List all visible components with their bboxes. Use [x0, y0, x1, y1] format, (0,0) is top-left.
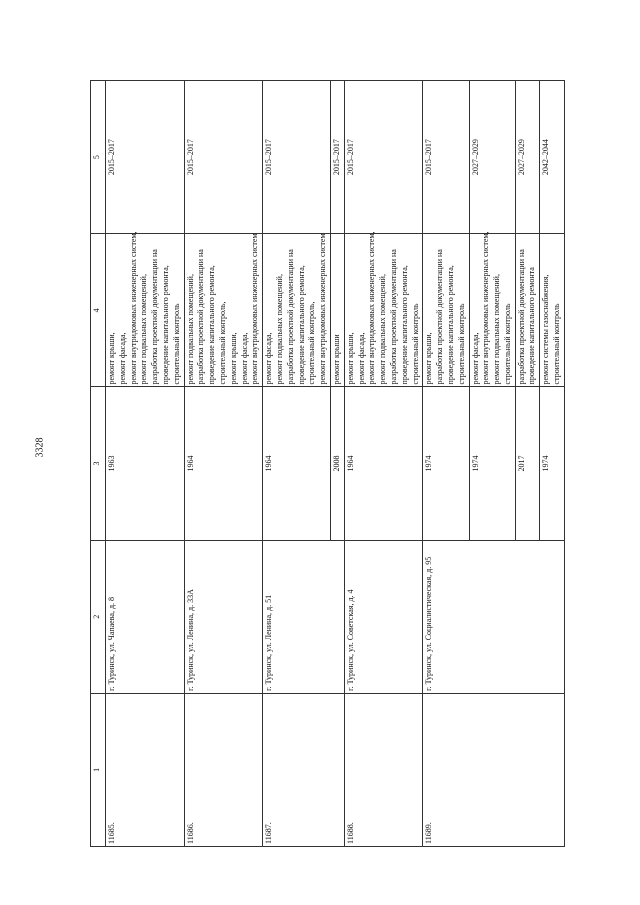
work-item: ремонт крыши, [228, 332, 238, 385]
work-item: ремонт фасада, [470, 332, 480, 385]
year-cell: 2017 [515, 387, 540, 540]
work-item: строительный контроль, [217, 301, 227, 385]
works-cell [184, 234, 263, 387]
works-cell [263, 234, 331, 387]
work-item: разработка проектной документации на [388, 249, 398, 385]
period-cell: 2027–2029 [469, 81, 515, 234]
work-item: ремонт фасада, [356, 332, 366, 385]
work-item: проведение капитального ремонта, [399, 265, 409, 385]
work-item: ремонт крыши, [424, 332, 434, 385]
table-row [423, 81, 469, 847]
work-item: ремонт внутридомовых инженерных систем [250, 233, 260, 385]
table-row [106, 81, 185, 847]
row-number-cell: 11688. [344, 693, 423, 846]
row-number-cell: 11689. [423, 693, 565, 846]
work-item: ремонт внутридомовых инженерных систем, [128, 231, 138, 385]
period-cell: 2042–2044 [540, 81, 565, 234]
work-item: проведение капитального ремонта, [207, 265, 217, 385]
rotated-table-frame [90, 80, 591, 847]
work-item: ремонт фасада, [239, 332, 249, 385]
address-cell: г. Туринск, ул. Ленина, д. 51 [263, 540, 345, 693]
period-cell: 2015–2017 [263, 81, 331, 234]
work-item: ремонт подвальных помещений, [378, 274, 388, 385]
column-header: 1 [91, 693, 106, 846]
repair-schedule-table [90, 80, 565, 847]
year-cell: 1964 [344, 387, 423, 540]
address-cell: г. Туринск, ул. Советская, д. 4 [344, 540, 423, 693]
row-number-cell: 11687. [263, 693, 345, 846]
table-container [90, 80, 591, 847]
address-cell: г. Туринск, ул. Чапаева, д. 8 [106, 540, 185, 693]
work-item: ремонт крыши, [107, 332, 116, 385]
work-item: проведение капитального ремонта, [296, 265, 306, 385]
works-cell [330, 234, 344, 387]
work-item: ремонт внутридомовых инженерных систем, [367, 231, 377, 385]
work-item: ремонт внутридомовых инженерных систем, [481, 231, 491, 385]
row-number-cell: 11685. [106, 693, 185, 846]
page-number: 3328 [34, 437, 46, 458]
period-cell: 2015–2017 [423, 81, 469, 234]
period-cell: 2015–2017 [344, 81, 423, 234]
period-cell: 2027–2029 [515, 81, 540, 234]
work-item: ремонт фасада, [117, 332, 127, 385]
work-item: ремонт крыши [331, 334, 341, 385]
work-item: ремонт подвальных помещений, [185, 274, 195, 385]
work-item: ремонт фасада, [264, 332, 274, 385]
work-item: строительный контроль [456, 303, 466, 385]
table-row [263, 81, 331, 847]
work-item: ремонт подвальных помещений, [492, 274, 502, 385]
work-item: проведение капитального ремонта [527, 267, 537, 385]
work-item: строительный контроль [502, 303, 512, 385]
work-item: разработка проектной документации на [516, 249, 526, 385]
period-cell: 2015–2017 [106, 81, 185, 234]
work-item: разработка проектной документации на [435, 249, 445, 385]
work-item: ремонт системы газоснабжения, [541, 274, 551, 385]
row-number-cell: 11686. [184, 693, 263, 846]
work-item: ремонт крыши, [345, 332, 355, 385]
works-cell [515, 234, 540, 387]
work-item: строительный контроль [552, 303, 562, 385]
work-item: проведение капитального ремонта, [160, 265, 170, 385]
address-cell: г. Туринск, ул. Ленина, д. 33А [184, 540, 263, 693]
year-cell: 1974 [469, 387, 515, 540]
table-body [106, 81, 565, 847]
works-cell [106, 231, 185, 387]
work-item: ремонт подвальных помещений, [274, 274, 284, 385]
work-item: ремонт подвальных помещений, [139, 274, 149, 385]
period-cell: 2015–2017 [184, 81, 263, 234]
work-item: строительный контроль [171, 303, 181, 385]
column-header: 5 [91, 81, 106, 234]
work-item: проведение капитального ремонта, [445, 265, 455, 385]
column-header: 4 [91, 234, 106, 387]
table-row [344, 81, 423, 847]
year-cell: 1964 [184, 387, 263, 540]
work-item: строительный контроль [410, 303, 420, 385]
column-header: 3 [91, 387, 106, 540]
year-cell: 2008 [330, 387, 344, 540]
address-cell: г. Туринск, ул. Социалистическая, д. 95 [423, 540, 565, 693]
period-cell: 2015–2017 [330, 81, 344, 234]
work-item: разработка проектной документации на [150, 249, 160, 385]
year-cell: 1964 [263, 387, 331, 540]
table-header-row [91, 81, 106, 847]
work-item: ремонт внутридомовых инженерных систем [318, 233, 328, 385]
works-cell [423, 234, 469, 387]
year-cell: 1974 [423, 387, 469, 540]
year-cell: 1974 [540, 387, 565, 540]
work-item: разработка проектной документации на [196, 249, 206, 385]
column-header: 2 [91, 540, 106, 693]
year-cell: 1963 [106, 387, 185, 540]
table-row [184, 81, 263, 847]
works-cell [344, 231, 423, 387]
works-cell [540, 234, 565, 387]
works-cell [469, 231, 515, 387]
work-item: строительный контроль, [307, 301, 317, 385]
work-item: разработка проектной документации на [285, 249, 295, 385]
